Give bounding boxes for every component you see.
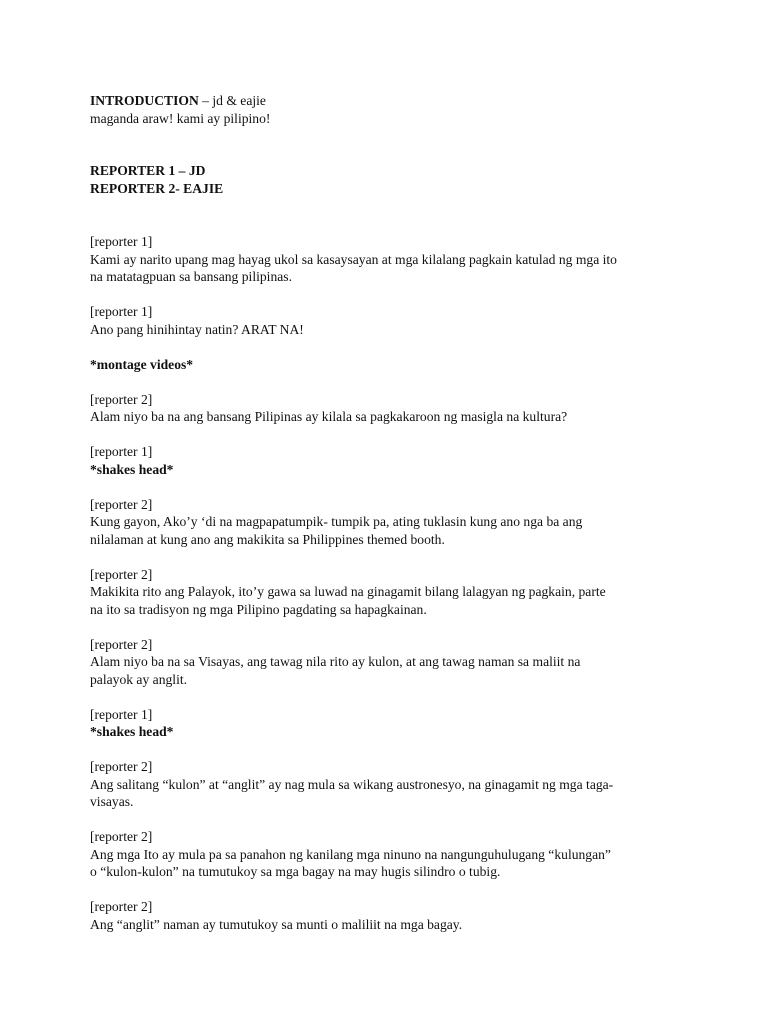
dialogue-block [90, 706, 690, 741]
dialogue-line: Ano pang hinihintay natin? ARAT NA! [90, 321, 304, 337]
dialogue-line: Alam niyo ba na ang bansang Pilipinas ay kilala sa pagkakaroon ng masigla na kultura? [90, 409, 568, 424]
speaker-label: [reporter 1] [90, 304, 153, 319]
dialogue-line: Ang salitang “kulon” at “anglit” ay nag mula sa wikang austronesyo, na ginagamit ng mga taga- [90, 776, 614, 792]
dialogue-block [90, 356, 690, 374]
spacer [90, 741, 690, 759]
script-blocks [90, 233, 690, 933]
spacer [90, 881, 690, 899]
dialogue-block [90, 636, 690, 689]
spacer [90, 338, 690, 356]
intro-heading [90, 92, 690, 110]
dialogue-block [90, 391, 690, 426]
reporters-section [90, 162, 690, 197]
dialogue-line: Kami ay narito upang mag hayag ukol sa kasaysayan at mga kilalang pagkain katulad ng mga ito [90, 251, 617, 267]
speaker-label: [reporter 2] [90, 391, 153, 407]
speaker-label: [reporter 2] [90, 496, 153, 512]
spacer [90, 426, 690, 444]
dialogue-block [90, 828, 690, 881]
spacer [90, 478, 690, 496]
spacer [90, 811, 690, 829]
spacer [90, 548, 690, 566]
dialogue-line: Ang “anglit” naman ay tumutukoy sa munti o maliliit na mga bagay. [90, 916, 463, 932]
spacer [90, 127, 690, 162]
dialogue-block [90, 303, 690, 338]
spacer [90, 197, 690, 233]
intro-rest: – jd & eajie [198, 93, 266, 108]
dialogue-line: palayok ay anglit. [90, 671, 188, 687]
spacer [90, 618, 690, 636]
dialogue-block [90, 758, 690, 811]
spacer [90, 286, 690, 304]
speaker-label: [reporter 1] [90, 444, 153, 459]
dialogue-line: visayas. [90, 794, 134, 809]
intro-greeting: maganda araw! kami ay pilipino! [90, 110, 271, 126]
dialogue-line: nilalaman at kung ano ang makikita sa Philippines themed booth. [90, 531, 445, 547]
dialogue-line: Kung gayon, Ako’y ‘di na magpapatumpik- tumpik pa, ating tuklasin kung ano nga ba ang [90, 514, 583, 529]
speaker-label: [reporter 2] [90, 829, 153, 844]
intro-section [90, 92, 690, 127]
dialogue-block [90, 898, 690, 933]
dialogue-block [90, 233, 690, 286]
script-body [90, 92, 690, 933]
dialogue-block [90, 443, 690, 478]
dialogue-line: Ang mga Ito ay mula pa sa panahon ng kanilang mga ninuno na nangunguhulugang “kulungan” [90, 846, 611, 862]
dialogue-line: o “kulon-kulon” na tumutukoy sa mga bagay na may hugis silindro o tubig. [90, 864, 501, 879]
intro-label: INTRODUCTION [90, 93, 199, 108]
spacer [90, 373, 690, 391]
dialogue-block [90, 496, 690, 549]
speaker-label: [reporter 2] [90, 636, 153, 652]
speaker-label: [reporter 2] [90, 759, 153, 774]
stage-direction: *shakes head* [90, 461, 174, 477]
speaker-label: [reporter 1] [90, 706, 153, 722]
stage-direction: *montage videos* [90, 356, 194, 372]
reporter-1-heading: REPORTER 1 – JD [90, 163, 206, 178]
reporter-2-heading: REPORTER 2- EAJIE [90, 180, 224, 196]
dialogue-block [90, 566, 690, 619]
stage-direction: *shakes head* [90, 724, 174, 739]
spacer [90, 688, 690, 706]
dialogue-line: Makikita rito ang Palayok, ito’y gawa sa luwad na ginagamit bilang lalagyan ng pagkain, parte [90, 584, 606, 599]
dialogue-line: na ito sa tradisyon ng mga Pilipino pagdating sa hapagkainan. [90, 601, 427, 617]
dialogue-line: Alam niyo ba na sa Visayas, ang tawag nila rito ay kulon, at ang tawag naman sa maliit na [90, 654, 581, 669]
dialogue-line: na matatagpuan sa bansang pilipinas. [90, 269, 292, 284]
speaker-label: [reporter 2] [90, 899, 153, 914]
speaker-label: [reporter 1] [90, 234, 153, 249]
speaker-label: [reporter 2] [90, 566, 153, 582]
